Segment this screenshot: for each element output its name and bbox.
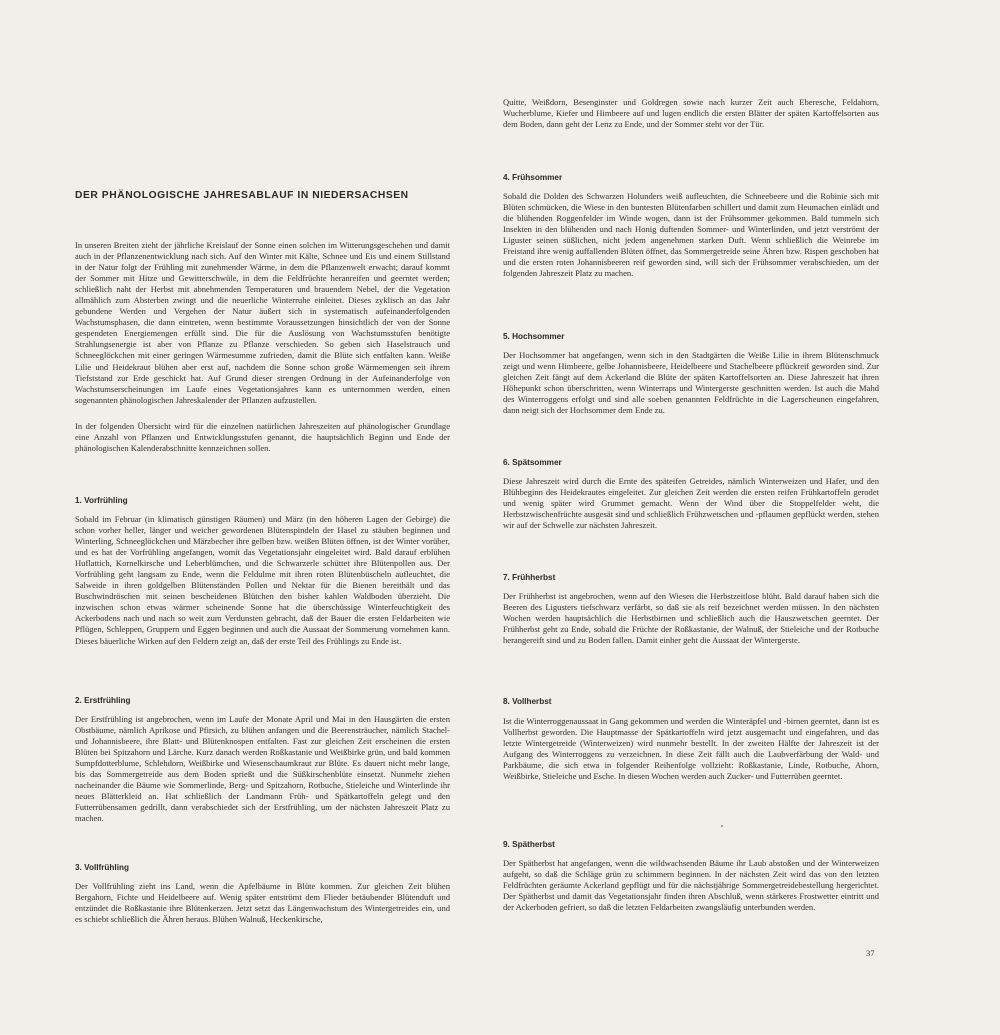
page-number: 37 bbox=[866, 948, 875, 958]
intro-paragraph: In unseren Breiten zieht der jährliche Kreislauf der Sonne einen solchen im Witterungsgeschehen und damit auch in der Pflanzenentwicklung nach sich. Auf den Winter mit Kälte, Schnee und Eis und einem Stillstand in der Natur folgt der Frühling mit zunehmender Wärme, in dem die Pflanzenwelt erwacht; darauf kommt der Sommer mit Hitze und Gewitterschwüle, in dem die Feldfrüchte heranreifen und geerntet werden; schließlich naht der Herbst mit abnehmenden Temperaturen und brauendem Nebel, der die Vegetation allmählich zum Absterben zwingt und die neuerliche Winterruhe einleitet. Dieses zyklisch an das Jahr gebundene Werden und Vergehen der Natur äußert sich in systematisch aufeinanderfolgenden Wachstumsphasen, die dann eintreten, wenn bestimmte Voraussetzungen hinsichtlich der von der Sonne gespendeten Energiemengen erfüllt sind. Die für die Auslösung von Wachstumsstufen benötigte Strahlungsenergie ist aber von Pflanze zu Pflanze verschieden. So geben sich Haselstrauch und Schneeglöckchen mit einer geringen Wärmesumme zufrieden, damit die Blüte sich entfalten kann. Weiße Lilie und Heidekraut blühen aber erst auf, nachdem die Sonne schon große Wärmemengen seit ihrem Tiefststand zur Erde geschickt hat. Auf Grund dieser strengen Ordnung in der Aufeinanderfolge von Wachstumserscheinungen im Laufe eines Vegetationsjahres kann es unternommen werden, einen sogenannten phänologischen Jahreskalender der Pflanzen aufzustellen. bbox=[75, 240, 450, 405]
section-text-vorfruehling: Sobald im Februar (in klimatisch günstigen Räumen) und März (in den höheren Lagen der Gebirge) die schon vorher heller, länger und weicher gewordenen Blütenspindeln der Hasel zu stäuben beginnen und Winterling, Schneeglöckchen und Märzbecher ihre gelben bzw. weißen Blüten öffnen, ist der Winter vorüber, und es hat der Vorfrühling angefangen, womit das Vegetationsjahr eingeleitet wird. Bald darauf erblühen Huflattich, Kornelkirsche und Leberblümchen, und die Schwarzerle schüttet ihre Blütenpollen aus. Der Vorfrühling geht langsam zu Ende, wenn die Feldulme mit ihren roten Blütenbüscheln aufleuchtet, die Salweide in ihren goldgelben Blütenständen Pollen und Nektar für die Bienen bereithält und das Buschwindröschen mit seinen bescheidenen Blütchen den bisher kahlen Waldboden überzieht. Die inzwischen schon etwas wärmer scheinende Sonne hat die überschüssige Winterfeuchtigkeit des Ackerbodens nach und nach so weit zum Verdunsten gebracht, daß der Bauer die ersten Feldarbeiten wie Pflügen, Schleppen, Gruppern und Eggen beginnen und auch die Aussaat der Sommerung vornehmen kann. Dieses bäuerliche Wirken auf den Feldern zeigt an, daß der erste Teil des Frühlings zu Ende ist. bbox=[75, 514, 450, 646]
section-text-hochsommer: Der Hochsommer hat angefangen, wenn sich in den Stadtgärten die Weiße Lilie in ihrem Blütenschmuck zeigt und wenn Himbeere, gelbe Johannisbeere, Heidelbeere und Stachelbeere pflückreif geworden sind. Zur gleichen Zeit fängt auf dem Ackerland die Blüte der späten Kartoffelsorten an. Diese Jahreszeit hat ihren Höhepunkt schon überschritten, wenn Winterraps und Wintergerste geschnitten werden. Ist auch die Mahd des Winterroggens erfolgt und sind alle soeben genannten Feldfrüchte in die Lagerscheunen eingefahren, dann neigt sich der Hochsommer dem Ende zu. bbox=[503, 350, 879, 416]
section-heading-vollherbst: 8. Vollherbst bbox=[503, 697, 552, 706]
section-heading-spaetherbst: 9. Spätherbst bbox=[503, 840, 555, 849]
page-title: DER PHÄNOLOGISCHE JAHRESABLAUF IN NIEDERSACHSEN bbox=[75, 190, 409, 201]
section-heading-spaetsommer: 6. Spätsommer bbox=[503, 458, 562, 467]
section-text-spaetsommer: Diese Jahreszeit wird durch die Ernte des späteifen Getreides, nämlich Winterweizen und Hafer, und den Blühbeginn des Heidekrautes eingeleitet. Zur gleichen Zeit werden die ersten reifen Frühkartoffeln gerodet und wenig später wird Grummet gemacht. Wenn der Wind über die Stoppelfelder weht, die Herbstzwischenfrüchte ausgesät sind und schließlich Frühzwetschen und -pflaumen gepflückt werden, stehen wir auf der Schwelle zur nächsten Jahreszeit. bbox=[503, 476, 879, 531]
section-heading-vollfruehling: 3. Vollfrühling bbox=[75, 863, 129, 872]
section-heading-fruehherbst: 7. Frühherbst bbox=[503, 573, 556, 582]
section-heading-fruehsommer: 4. Frühsommer bbox=[503, 173, 563, 182]
section-heading-hochsommer: 5. Hochsommer bbox=[503, 332, 565, 341]
section-text-vollfruehling: Der Vollfrühling zieht ins Land, wenn die Apfelbäume in Blüte kommen. Zur gleichen Zeit blühen Bergahorn, Fichte und Heidelbeere auf. Wenig später entströmt dem Flieder betäubender Blütenduft und entzündet die Roßkastanie ihre Blütenkerzen. Jetzt setzt das Längenwachstum des Wintergetreides ein, und es schiebt schließlich die Ähren heraus. Blühen Walnuß, Heckenkirsche, bbox=[75, 881, 450, 925]
section-text-fruehherbst: Der Frühherbst ist angebrochen, wenn auf den Wiesen die Herbstzeitlose blüht. Bald darauf haben sich die Beeren des Ligusters tiefschwarz verfärbt, so daß sie als reif bezeichnet werden müssen. In den nächsten Wochen werden hauptsächlich die Herbstbirnen und schließlich auch die Hauszwetschen geerntet. Der Frühherbst geht zu Ende, sobald die Früchte der Roßkastanie, der Walnuß, der Stieleiche und der Rotbuche herangereift sind und zu Boden fallen. Damit einher geht die Aussaat der Wintergerste. bbox=[503, 591, 879, 646]
section-text-erstfruehling: Der Erstfrühling ist angebrochen, wenn im Laufe der Monate April und Mai in den Hausgärten die ersten Obstbäume, nämlich Aprikose und Pfirsich, zu blühen anfangen und die Beerensträucher, nämlich Stachel- und Johannisbeere, ihre Blatt- und Blütenknospen entfalten. Fast zur gleichen Zeit erscheinen die ersten Blüten bei Spitzahorn und Lärche. Kurz danach werden Roßkastanie und Weißbirke grün, und bald kommen Sumpfdotterblume, Schlehdorn, Weißbirke und Wiesenschaumkraut zur Blüte. Es dauert nicht mehr lange, bis das Sommergetreide aus dem Boden sprießt und die Süßkirschenblüte einsetzt. Nunmehr ziehen nacheinander die Bäume wie Sommerlinde, Berg- und Spitzahorn, Rotbuche, Stieleiche und Winterlinde ihr neues Blätterkleid an. Hat schließlich der Landmann Früh- und Spätkartoffeln gelegt und den Futterrübensamen gedrillt, dann verabschiedet sich der Erstfrühling, um der nächsten Jahreszeit Platz zu machen. bbox=[75, 714, 450, 824]
print-speck bbox=[721, 825, 723, 827]
continuation-paragraph: Quitte, Weißdorn, Besenginster und Goldregen sowie nach kurzer Zeit auch Eberesche, Feldahorn, Wucherblume, Kiefer und Himbeere auf und lugen endlich die ersten Blätter der späten Kartoffelsorten aus dem Boden, dann geht der Lenz zu Ende, und der Sommer steht vor der Tür. bbox=[503, 97, 879, 130]
section-text-fruehsommer: Sobald die Dolden des Schwarzen Holunders weiß aufleuchten, die Schneebeere und die Robinie sich mit Blüten schmücken, die Wiese in den buntesten Blütenfarben schillert und damit zum Heumachen einlädt und die blühenden Roggenfelder im Winde wogen, dann ist der Frühsommer gekommen. Bald tummeln sich Insekten in den blühenden und nach Honig duftenden Sommer- und Winterlinden, und jetzt verströmt der Liguster seinen süßlichen, nicht jedem angenehmen starken Duft. Wenn schließlich die Weinrebe im Freistand ihre wenig auffallenden Blüten öffnet, das Sommergetreide seine Ähren bzw. Rispen geschoben hat und die ersten roten Johannisbeeren reif geworden sind, will sich der Frühsommer verabschieden, um der folgenden Jahreszeit Platz zu machen. bbox=[503, 191, 879, 279]
overview-paragraph: In der folgenden Übersicht wird für die einzelnen natürlichen Jahreszeiten auf phänologischer Grundlage eine Anzahl von Pflanzen und Entwicklungsstufen genannt, die hauptsächlich Beginn und Ende der phänologischen Kalenderabschnitte kennzeichnen sollen. bbox=[75, 421, 450, 454]
section-heading-erstfruehling: 2. Erstfrühling bbox=[75, 696, 131, 705]
section-heading-vorfruehling: 1. Vorfrühling bbox=[75, 496, 128, 505]
section-text-vollherbst: Ist die Winterroggenaussaat in Gang gekommen und werden die Winteräpfel und -birnen geerntet, dann ist es Vollherbst geworden. Die Hauptmasse der Spätkartoffeln wird jetzt ausgemacht und eingefahren, und das letzte Wintergetreide (Winterweizen) wird nunmehr bestellt. In der zweiten Hälfte der Jahreszeit ist der Aufgang des Winterroggens zu verzeichnen. In diese Zeit fällt auch die Laubverfärbung der Wald- und Parkbäume, die sich etwa in folgender Reihenfolge vollzieht: Roßkastanie, Linde, Rotbuche, Ahorn, Weißbirke, Stieleiche und Esche. In diesen Wochen werden auch Zucker- und Futterrüben geerntet. bbox=[503, 716, 879, 782]
section-text-spaetherbst: Der Spätherbst hat angefangen, wenn die wildwachsenden Bäume ihr Laub abstoßen und der Winterweizen aufgeht, so daß die Schläge grün zu schimmern beginnen. In der nächsten Zeit wird das von den letzten Feldfrüchten geräumte Ackerland gepflügt und für die nächstjährige Sommergetreidebestellung hergerichtet. Der Spätherbst und damit das Vegetationsjahr finden ihren Abschluß, wenn stärkeres Frostwetter eintritt und der Ackerboden gefriert, so daß die letzten Feldarbeiten zwangsläufig unterbunden werden. bbox=[503, 858, 879, 913]
